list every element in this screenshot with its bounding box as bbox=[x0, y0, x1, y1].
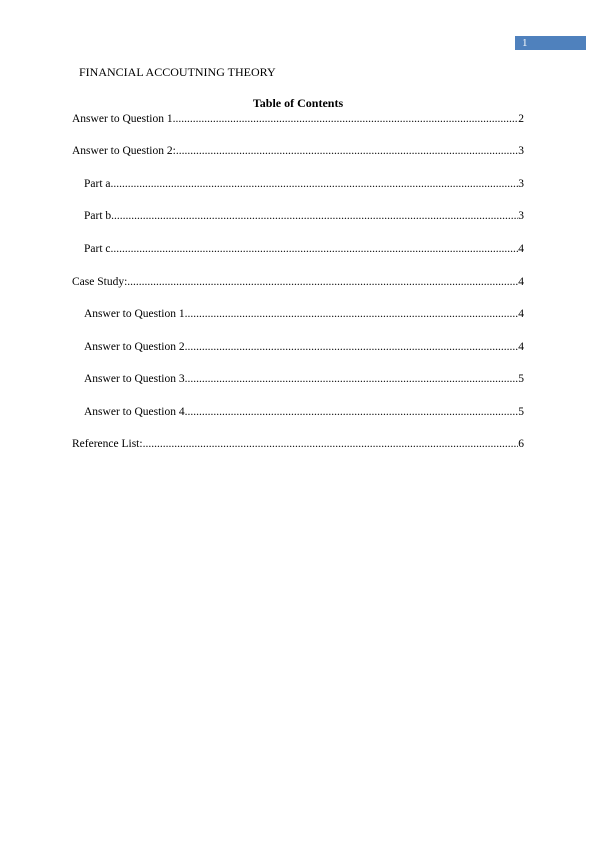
toc-entry-label: Answer to Question 2: bbox=[72, 145, 176, 157]
toc-leader-dots bbox=[185, 340, 519, 354]
toc-entry-answer-question-2[interactable] bbox=[72, 144, 524, 158]
toc-leader-dots bbox=[111, 209, 518, 223]
toc-entry-page: 2 bbox=[518, 113, 524, 125]
toc-entry-case-question-1[interactable] bbox=[84, 307, 524, 321]
toc-entry-label: Part a bbox=[84, 178, 111, 190]
toc-entry-page: 3 bbox=[518, 178, 524, 190]
toc-leader-dots bbox=[176, 144, 518, 158]
toc-entry-label: Case Study: bbox=[72, 276, 128, 288]
toc-entry-label: Part c bbox=[84, 243, 111, 255]
toc-entry-case-question-3[interactable] bbox=[84, 372, 524, 386]
toc-entry-part-b[interactable] bbox=[84, 209, 524, 223]
toc-entry-page: 3 bbox=[518, 210, 524, 222]
toc-entry-page: 4 bbox=[518, 341, 524, 353]
toc-entry-case-question-2[interactable] bbox=[84, 340, 524, 354]
toc-entry-page: 4 bbox=[518, 276, 524, 288]
toc-entry-label: Answer to Question 2 bbox=[84, 341, 185, 353]
toc-entry-part-c[interactable] bbox=[84, 242, 524, 256]
toc-entry-page: 3 bbox=[518, 145, 524, 157]
toc-entry-case-question-4[interactable] bbox=[84, 405, 524, 419]
toc-leader-dots bbox=[143, 437, 519, 451]
toc-leader-dots bbox=[185, 372, 519, 386]
toc-entry-case-study[interactable] bbox=[72, 275, 524, 289]
toc-entry-label: Answer to Question 3 bbox=[84, 373, 185, 385]
toc-entry-answer-question-1[interactable] bbox=[72, 112, 524, 126]
toc-leader-dots bbox=[111, 177, 519, 191]
toc-entry-page: 4 bbox=[518, 243, 524, 255]
toc-entry-part-a[interactable] bbox=[84, 177, 524, 191]
toc-entry-page: 5 bbox=[518, 406, 524, 418]
toc-entry-page: 6 bbox=[518, 438, 524, 450]
toc-entry-label: Reference List: bbox=[72, 438, 143, 450]
running-header-title: FINANCIAL ACCOUTNING THEORY bbox=[79, 65, 276, 79]
toc-leader-dots bbox=[185, 405, 519, 419]
toc-entry-label: Answer to Question 4 bbox=[84, 406, 185, 418]
toc-leader-dots bbox=[111, 242, 519, 256]
toc-entry-label: Answer to Question 1 bbox=[72, 113, 173, 125]
toc-entry-page: 4 bbox=[518, 308, 524, 320]
toc-entry-page: 5 bbox=[518, 373, 524, 385]
toc-leader-dots bbox=[173, 112, 519, 126]
toc-title: Table of Contents bbox=[252, 96, 344, 110]
toc-entry-label: Answer to Question 1 bbox=[84, 308, 185, 320]
toc-entry-label: Part b bbox=[84, 210, 112, 222]
toc-leader-dots bbox=[127, 275, 518, 289]
toc-entry-reference-list[interactable] bbox=[72, 437, 524, 451]
toc-leader-dots bbox=[185, 307, 519, 321]
page-number: 1 bbox=[515, 36, 586, 50]
